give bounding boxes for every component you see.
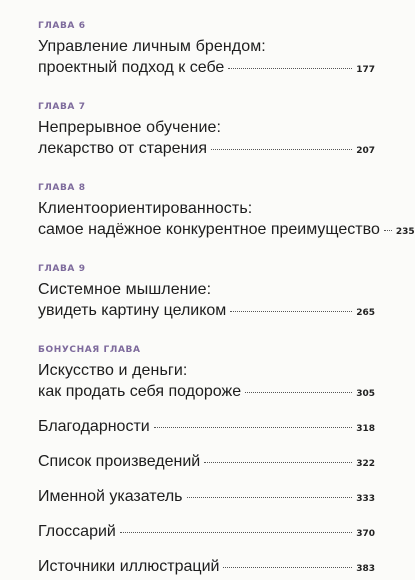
dot-leader <box>230 311 352 312</box>
chapter-title-last-line <box>38 57 375 81</box>
chapter-title: Клиентоориентированность: <box>38 200 253 217</box>
toc-entry-name-index[interactable] <box>38 486 375 510</box>
entry-title: Именной указатель <box>38 488 183 505</box>
chapter-subtitle: увидеть картину целиком <box>38 302 227 319</box>
chapter-title: Искусство и деньги: <box>38 362 188 379</box>
chapter-label: БОНУСНАЯ ГЛАВА <box>38 345 141 355</box>
page-number: 235 <box>395 227 415 237</box>
toc-entry-chapter-7[interactable] <box>38 101 375 162</box>
dot-leader <box>204 462 352 463</box>
toc-entry-chapter-9[interactable] <box>38 263 375 324</box>
table-of-contents <box>38 20 415 580</box>
entry-title: Глоссарий <box>38 523 116 540</box>
page-number: 305 <box>356 389 375 399</box>
page-number: 333 <box>356 494 375 504</box>
page-number: 370 <box>356 529 375 539</box>
toc-entry-bonus-chapter[interactable] <box>38 344 375 405</box>
entry-title: Благодарности <box>38 418 150 435</box>
page-number: 318 <box>356 424 375 434</box>
chapter-label: ГЛАВА 6 <box>38 21 86 31</box>
dot-leader <box>154 427 352 428</box>
toc-entry-chapter-6[interactable] <box>38 20 375 81</box>
page-number: 383 <box>356 564 375 574</box>
entry-title: Список произведений <box>38 453 201 470</box>
chapter-label: ГЛАВА 8 <box>38 183 86 193</box>
dot-leader <box>228 68 352 69</box>
page-number: 207 <box>356 146 375 156</box>
chapter-label: ГЛАВА 9 <box>38 264 86 274</box>
chapter-subtitle: лекарство от старения <box>38 140 207 157</box>
dot-leader <box>384 230 392 231</box>
toc-entry-acknowledgements[interactable] <box>38 416 375 440</box>
chapter-title-last-line <box>38 138 375 162</box>
toc-entry-works-list[interactable] <box>38 451 375 475</box>
page-number: 322 <box>356 459 375 469</box>
page-number: 265 <box>356 308 375 318</box>
chapter-label: ГЛАВА 7 <box>38 102 86 112</box>
toc-entry-illustration-sources[interactable] <box>38 556 375 580</box>
dot-leader <box>120 532 352 533</box>
chapter-subtitle: проектный подход к себе <box>38 59 225 76</box>
chapter-title: Непрерывное обучение: <box>38 119 222 136</box>
chapter-title-last-line <box>38 300 375 324</box>
dot-leader <box>245 392 352 393</box>
chapter-title-last-line <box>38 219 415 243</box>
chapter-subtitle: как продать себя подороже <box>38 383 242 400</box>
toc-entry-chapter-8[interactable] <box>38 182 415 243</box>
dot-leader <box>211 149 352 150</box>
chapter-title: Системное мышление: <box>38 281 212 298</box>
chapter-title-last-line <box>38 381 375 405</box>
toc-entry-glossary[interactable] <box>38 521 375 545</box>
page-number: 177 <box>356 65 375 75</box>
dot-leader <box>187 497 353 498</box>
chapter-title: Управление личным брендом: <box>38 38 266 55</box>
dot-leader <box>223 567 352 568</box>
chapter-subtitle: самое надёжное конкурентное преимущество <box>38 221 380 238</box>
entry-title: Источники иллюстраций <box>38 558 220 575</box>
